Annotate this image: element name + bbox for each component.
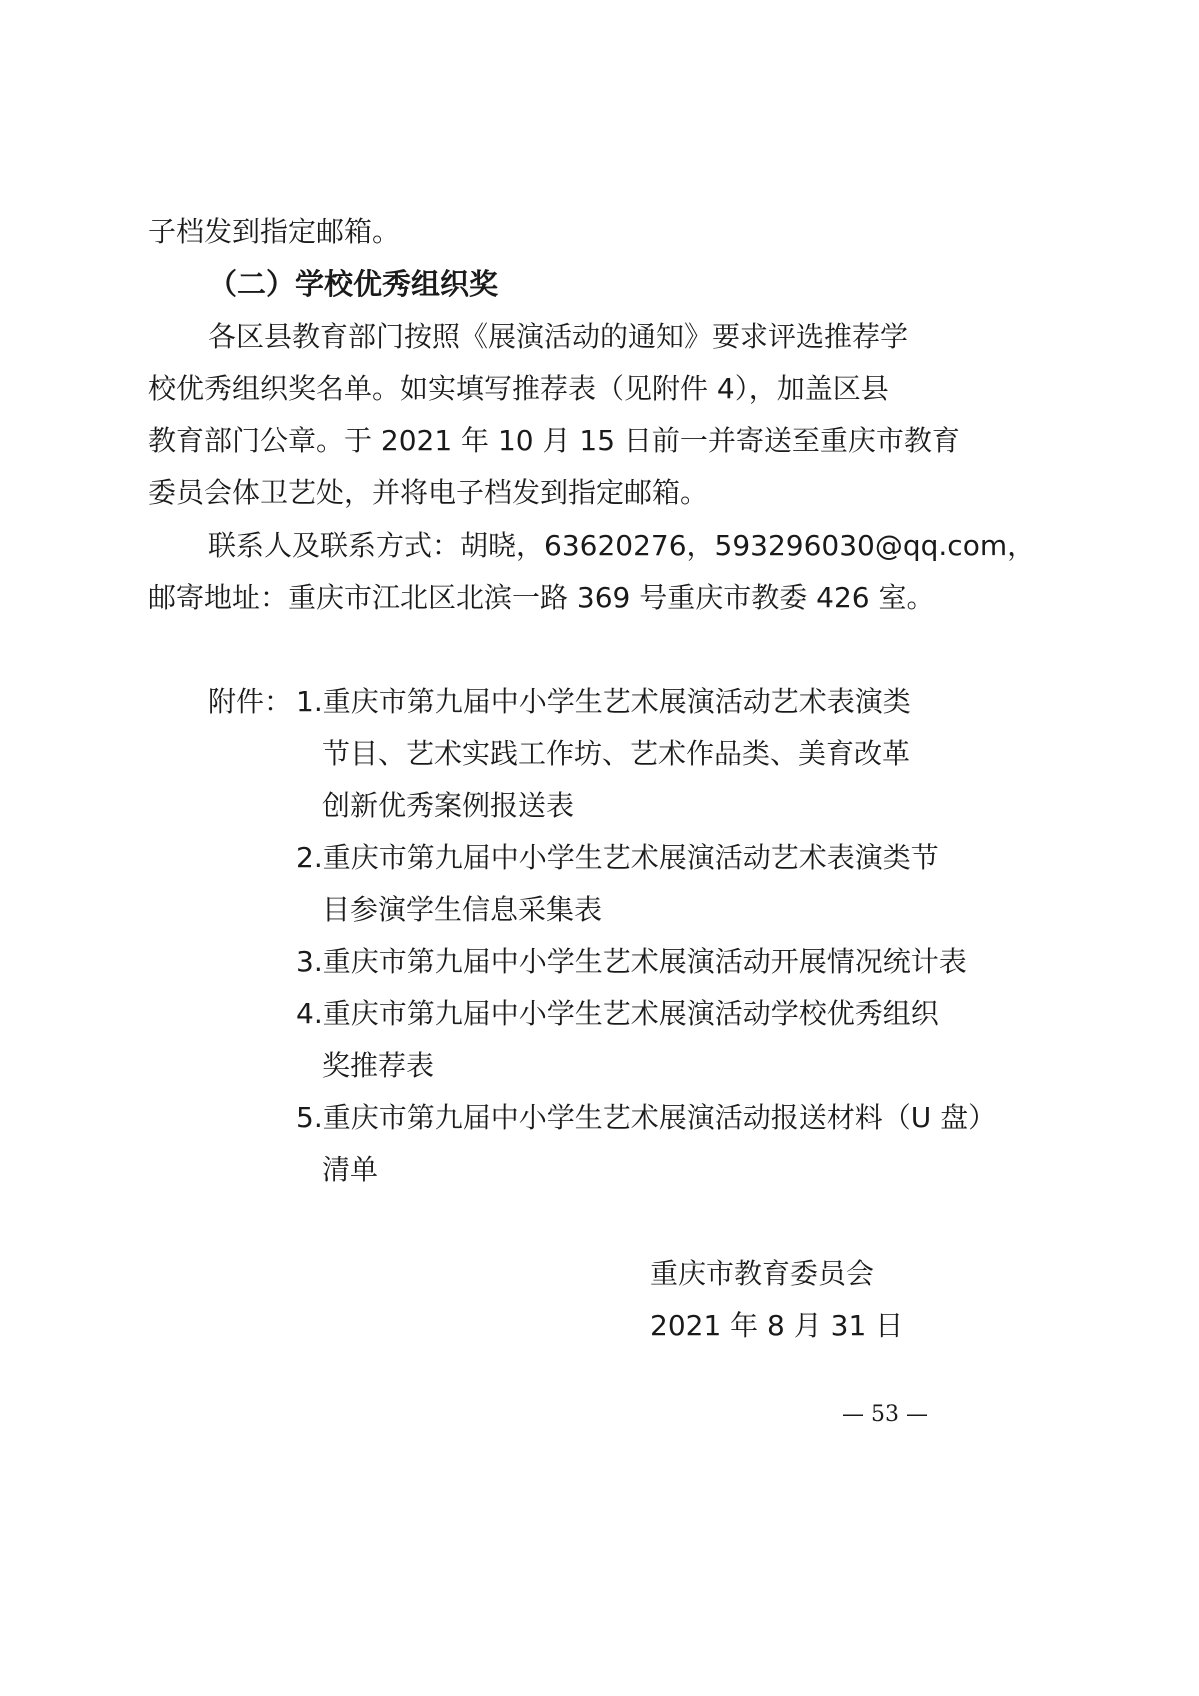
attachment-2-line-2: 目参演学生信息采集表 <box>322 893 603 926</box>
signature-organization: 重庆市教育委员会 <box>650 1257 875 1290</box>
contact-line: 联系人及联系方式：胡晓，63620276，593296030@qq.com， <box>208 529 1036 562</box>
attachment-1-line-3: 创新优秀案例报送表 <box>322 789 575 822</box>
attachment-3-line-1: 3.重庆市第九届中小学生艺术展演活动开展情况统计表 <box>296 945 967 978</box>
attachment-5-line-2: 清单 <box>322 1153 379 1186</box>
attachment-4-line-2: 奖推荐表 <box>322 1049 435 1082</box>
attachment-2-line-1: 2.重庆市第九届中小学生艺术展演活动艺术表演类节 <box>296 841 939 874</box>
attachment-4-line-1: 4.重庆市第九届中小学生艺术展演活动学校优秀组织 <box>296 997 939 1030</box>
body-line-5: 教育部门公章。于 2021 年 10 月 15 日前一并寄送至重庆市教育 <box>148 424 960 457</box>
attachment-1-line-1: 1.重庆市第九届中小学生艺术展演活动艺术表演类 <box>296 685 911 718</box>
attachment-1-line-2: 节目、艺术实践工作坊、艺术作品类、美育改革 <box>322 737 911 770</box>
body-line-4: 校优秀组织奖名单。如实填写推荐表（见附件 4），加盖区县 <box>148 372 889 405</box>
attachments-label: 附件： <box>208 685 293 718</box>
page-number: — 53 — <box>842 1402 928 1427</box>
body-line-1: 子档发到指定邮箱。 <box>148 215 401 248</box>
body-line-3: 各区县教育部门按照《展演活动的通知》要求评选推荐学 <box>208 320 909 353</box>
section-heading: （二）学校优秀组织奖 <box>208 267 499 301</box>
signature-date: 2021 年 8 月 31 日 <box>650 1309 904 1342</box>
body-line-6: 委员会体卫艺处，并将电子档发到指定邮箱。 <box>148 476 709 509</box>
address-line: 邮寄地址：重庆市江北区北滨一路 369 号重庆市教委 426 室。 <box>148 581 935 614</box>
attachment-5-line-1: 5.重庆市第九届中小学生艺术展演活动报送材料（U 盘） <box>296 1101 997 1134</box>
